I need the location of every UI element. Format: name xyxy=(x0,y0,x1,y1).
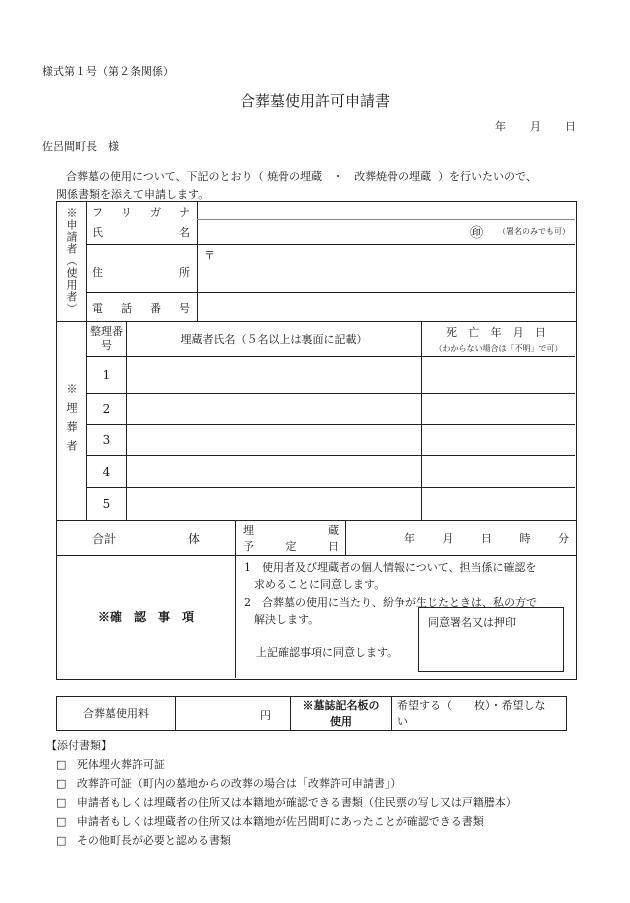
option-separator: ・ xyxy=(332,170,344,183)
col-death-header: 死 亡 年 月 日 xyxy=(446,326,546,339)
intro-line2: 関係書類を添えて申請します。 xyxy=(56,188,210,201)
col-number-header: 整理番号 xyxy=(90,325,123,352)
fee-label: 合葬墓使用料 xyxy=(83,707,149,720)
burial-name-input-2[interactable] xyxy=(128,395,420,423)
page-title: 合葬墓使用許可申請書 xyxy=(239,92,390,110)
scheduled-label-b: 予 定 日 xyxy=(243,540,339,553)
seal-mark: ㊞ xyxy=(470,226,484,241)
applicant-section-label: ※申請者（使用者） xyxy=(65,207,78,315)
attachments-title: 【添付書類】 xyxy=(46,739,112,752)
intro-line1 xyxy=(66,168,537,184)
checkbox[interactable]: □ xyxy=(56,834,67,847)
burial-name-input-3[interactable] xyxy=(128,426,420,454)
furigana-input[interactable] xyxy=(200,201,572,219)
attachment-item: □ 申請者もしくは埋蔵者の住所又は本籍地が確認できる書類（住民票の写し又は戸籍謄本） xyxy=(56,796,517,809)
phone-input[interactable] xyxy=(200,293,572,320)
address-input[interactable] xyxy=(200,245,572,291)
fee-amount-input[interactable] xyxy=(178,698,258,728)
confirm-label: ※確 認 事 項 xyxy=(97,610,194,624)
attachments-list xyxy=(56,755,517,850)
death-date-input-1[interactable] xyxy=(423,358,574,392)
death-date-input-4[interactable] xyxy=(423,457,574,486)
total-count-input[interactable] xyxy=(120,522,186,552)
furigana-label: フ リ ガ ナ xyxy=(92,206,190,219)
total-unit: 体 xyxy=(188,532,201,546)
checkbox[interactable]: □ xyxy=(56,758,67,771)
scheduled-label-a: 埋 蔵 xyxy=(243,524,339,537)
burial-name-input-4[interactable] xyxy=(128,457,420,486)
intro-text-a: 合葬墓の使用について、下記のとおり（ xyxy=(66,170,264,183)
memorial-plate-choice[interactable]: 希望する（ 枚）・希望しな い xyxy=(397,699,546,728)
checkbox[interactable]: □ xyxy=(56,815,67,828)
total-label: 合計 xyxy=(92,532,117,546)
burial-name-input-5[interactable] xyxy=(128,489,420,519)
attachment-item: □ 申請者もしくは埋蔵者の住所又は本籍地が佐呂間町にあったことが確認できる書類 xyxy=(56,815,484,828)
seal-note: （署名のみでも可） xyxy=(498,227,570,236)
attachment-item: □ 改葬許可証（町内の墓地からの改葬の場合は「改葬許可申請書」） xyxy=(56,777,402,790)
date-day: 日 xyxy=(565,120,576,133)
row-number: 2 xyxy=(102,402,111,416)
col-name-header: 埋蔵者氏名（５名以上は裏面に記載） xyxy=(180,333,368,346)
address-label: 住 所 xyxy=(92,266,190,279)
confirm-item2-b: 解決します。 xyxy=(254,613,320,626)
intro-text-b: ）を行いたいので、 xyxy=(438,170,537,183)
addressee: 佐呂間町長 様 xyxy=(42,140,119,153)
consent-signature-label: 同意署名又は押印 xyxy=(428,616,516,629)
confirm-agree-text: 上記確認事項に同意します。 xyxy=(256,646,399,659)
option-cremated-remains[interactable]: 焼骨の埋蔵 xyxy=(267,170,323,183)
postal-mark: 〒 xyxy=(204,249,215,262)
burial-section-label: ※埋葬者 xyxy=(65,382,78,459)
confirm-item1-a: 1 使用者及び埋蔵者の個人情報について、担当係に確認を xyxy=(244,561,537,574)
scheduled-datetime-input[interactable]: 年 月 日 時 分 xyxy=(404,532,569,545)
form-number: 様式第１号（第２条関係） xyxy=(42,65,174,78)
confirm-item2-a: 2 合葬墓の使用に当たり、紛争が生じたときは、私の方で xyxy=(244,596,537,609)
row-number: 1 xyxy=(102,368,111,382)
phone-label: 電 話 番 号 xyxy=(92,302,190,315)
option-reburial-remains[interactable]: 改葬焼骨の埋蔵 xyxy=(354,170,432,183)
name-input[interactable] xyxy=(200,220,460,244)
row-number: 3 xyxy=(102,433,111,447)
date-month: 月 xyxy=(530,120,541,133)
row-number: 4 xyxy=(102,464,111,479)
checkbox[interactable]: □ xyxy=(56,796,67,809)
row-number: 5 xyxy=(102,497,111,511)
memorial-plate-label: ※墓誌記名板の 使用 xyxy=(302,699,380,728)
confirm-item1-b: 求めることに同意します。 xyxy=(254,578,386,591)
checkbox[interactable]: □ xyxy=(56,777,67,790)
attachment-item: □ その他町長が必要と認める書類 xyxy=(56,834,231,847)
burial-name-input-1[interactable] xyxy=(128,358,420,392)
attachment-item: □ 死体埋火葬許可証 xyxy=(56,758,165,771)
col-death-note: （わからない場合は「不明」で可） xyxy=(434,344,563,353)
fee-unit: 円 xyxy=(260,709,271,722)
death-date-input-2[interactable] xyxy=(423,395,574,423)
name-label: 氏 名 xyxy=(92,226,190,239)
death-date-input-3[interactable] xyxy=(423,426,574,454)
date-year: 年 xyxy=(495,120,506,133)
death-date-input-5[interactable] xyxy=(423,489,574,519)
